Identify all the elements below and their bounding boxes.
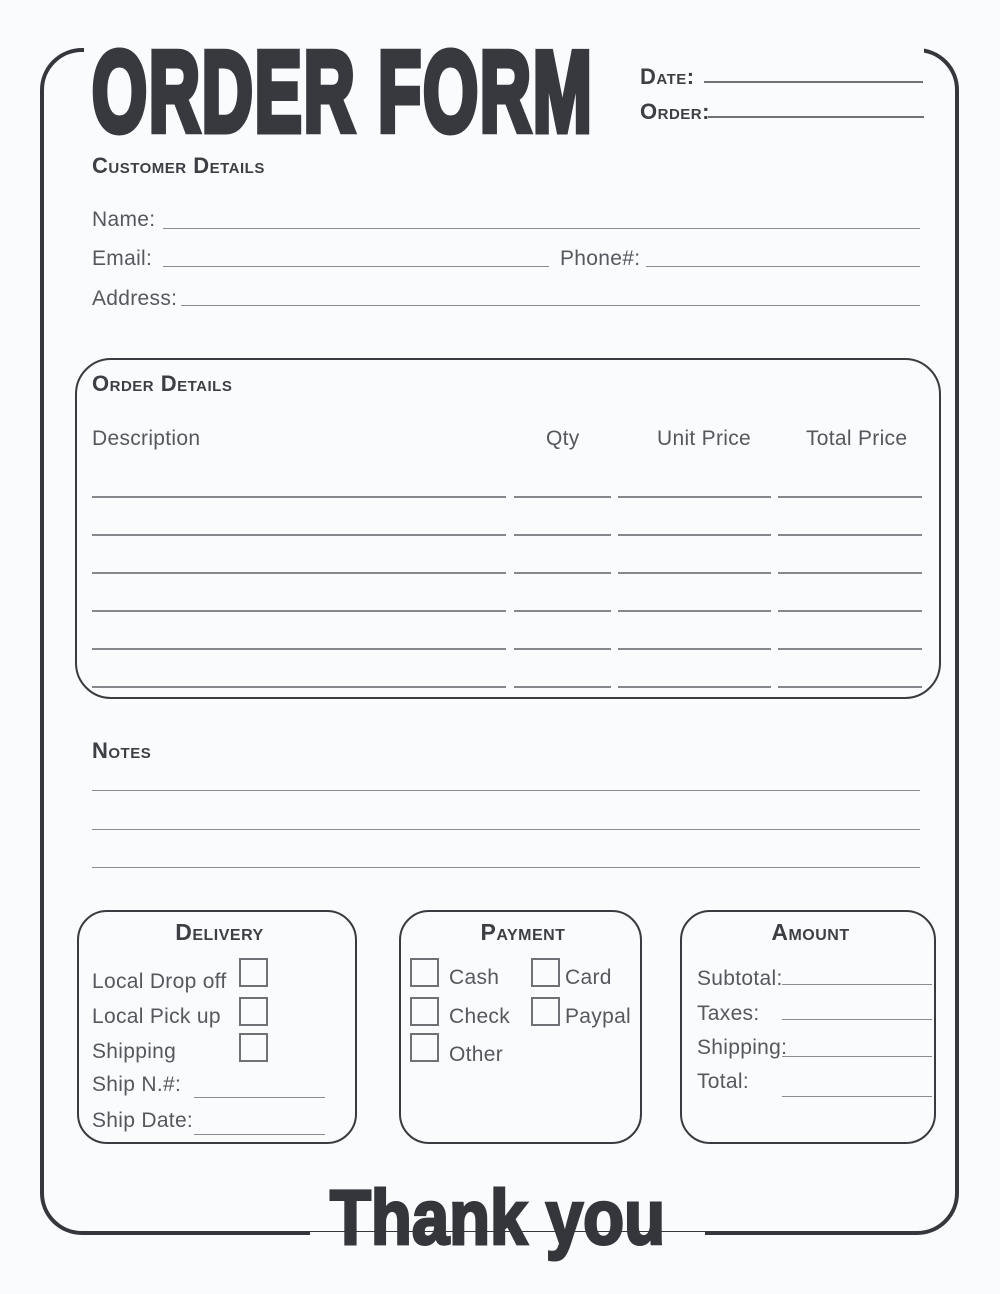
page-frame bbox=[40, 48, 959, 1235]
card-label: Card bbox=[565, 966, 612, 989]
email-label: Email: bbox=[92, 247, 153, 270]
address-label: Address: bbox=[92, 287, 178, 310]
shipping-amount-label: Shipping: bbox=[697, 1036, 788, 1059]
name-label: Name: bbox=[92, 208, 156, 231]
total-label: Total: bbox=[697, 1070, 749, 1093]
other-label: Other bbox=[449, 1043, 504, 1066]
order-number-label: Order: bbox=[640, 99, 710, 124]
subtotal-label: Subtotal: bbox=[697, 967, 783, 990]
local-pick-up-label: Local Pick up bbox=[92, 1005, 221, 1028]
payment-heading: Payment bbox=[480, 919, 566, 945]
paypal-label: Paypal bbox=[565, 1005, 632, 1028]
notes-heading: Notes bbox=[92, 738, 152, 763]
ship-number-label: Ship N.#: bbox=[92, 1073, 182, 1096]
phone-label: Phone#: bbox=[560, 247, 641, 270]
column-header-total-price: Total Price bbox=[806, 427, 908, 450]
check-label: Check bbox=[449, 1005, 511, 1028]
amount-heading: Amount bbox=[771, 919, 850, 945]
local-drop-off-label: Local Drop off bbox=[92, 970, 227, 993]
order-details-heading: Order Details bbox=[92, 371, 233, 396]
column-header-unit-price: Unit Price bbox=[657, 427, 752, 450]
ship-date-label: Ship Date: bbox=[92, 1109, 194, 1132]
page-title: ORDER FORM bbox=[92, 29, 594, 156]
customer-details-heading: Customer Details bbox=[92, 153, 265, 178]
column-header-description: Description bbox=[92, 427, 201, 450]
thank-you-text: Thank you bbox=[330, 1175, 665, 1261]
taxes-label: Taxes: bbox=[697, 1002, 760, 1025]
delivery-heading: Delivery bbox=[175, 919, 264, 945]
cash-label: Cash bbox=[449, 966, 500, 989]
column-header-qty: Qty bbox=[546, 427, 580, 450]
date-label: Date: bbox=[640, 64, 695, 89]
shipping-option-label: Shipping bbox=[92, 1040, 177, 1063]
